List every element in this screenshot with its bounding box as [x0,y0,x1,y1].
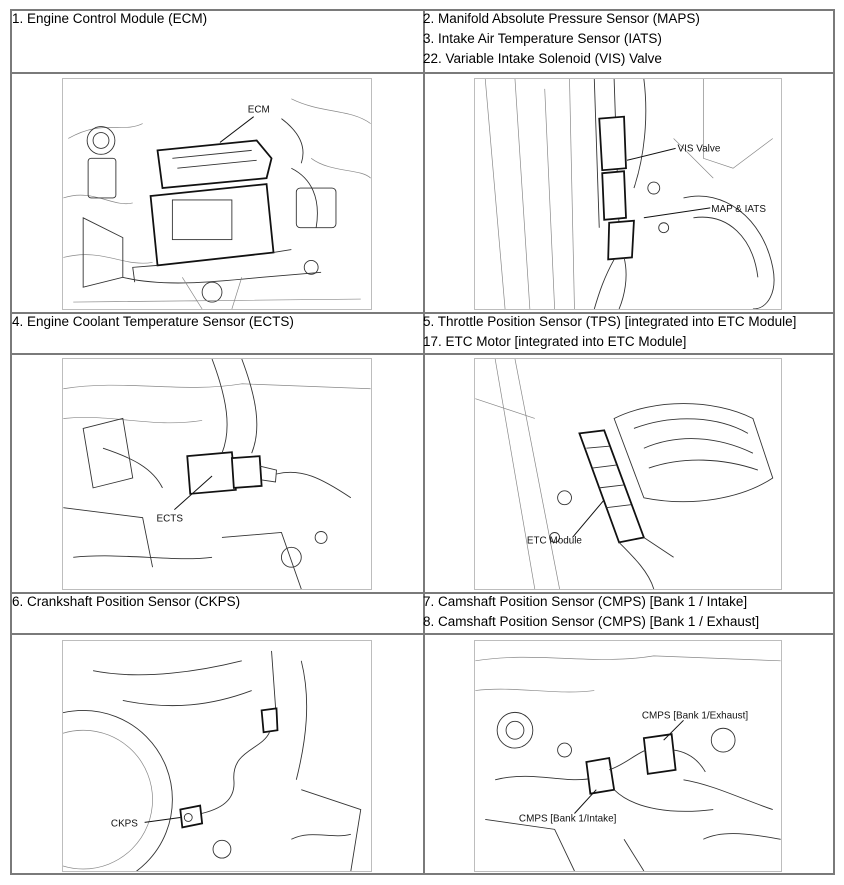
ects-illustration [62,358,372,590]
etc-module-illustration [474,358,782,590]
caption-maps-iats-vis [423,9,700,69]
caption-line: 22. Variable Intake Solenoid (VIS) Valve [423,51,662,66]
caption-ecm [12,9,207,29]
caption-ects [12,312,294,332]
caption-ckps [12,592,240,612]
caption-line: 7. Camshaft Position Sensor (CMPS) [Bank 1 / Intake] [423,594,748,609]
column-divider [423,11,425,873]
caption-cmps [423,592,759,632]
row-divider [12,633,833,635]
callout-etc-module: ETC Module [526,535,582,547]
row-divider [12,72,833,74]
ecm-illustration [62,78,372,310]
caption-line: 4. Engine Coolant Temperature Sensor (ECTS) [12,314,294,329]
caption-line: 8. Camshaft Position Sensor (CMPS) [Bank 1 / Exhaust] [423,614,760,629]
ckps-illustration [62,640,372,872]
callout-cmps-exhaust: CMPS [Bank 1/Exhaust] [641,710,749,722]
caption-line: 6. Crankshaft Position Sensor (CKPS) [12,594,241,609]
callout-ckps: CKPS [110,818,138,830]
caption-line: 5. Throttle Position Sensor (TPS) [integrated into ETC Module] [423,314,797,329]
callout-cmps-intake: CMPS [Bank 1/Intake] [518,813,617,825]
maps-iats-vis-illustration [474,78,782,310]
callout-ecm: ECM [247,104,270,116]
cmps-illustration [474,640,782,872]
caption-line: 17. ETC Motor [integrated into ETC Module] [423,334,687,349]
caption-line: 2. Manifold Absolute Pressure Sensor (MAPS) [423,11,700,26]
caption-tps-etc [423,312,796,352]
row-divider [12,353,833,355]
callout-ects: ECTS [156,513,183,525]
callout-vis-valve: VIS Valve [677,143,721,155]
caption-line: 3. Intake Air Temperature Sensor (IATS) [423,31,662,46]
callout-map-iats: MAP & IATS [711,203,766,215]
caption-line: 1. Engine Control Module (ECM) [12,11,208,26]
